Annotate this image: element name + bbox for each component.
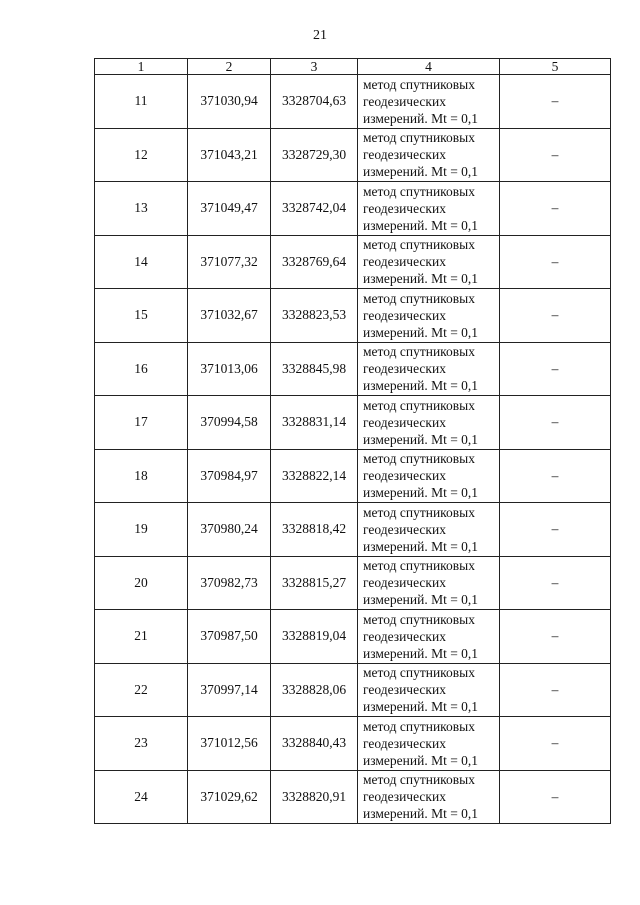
x-coordinate-cell: 371013,06: [188, 342, 271, 396]
method-line: геодезических: [363, 468, 446, 484]
y-coordinate-cell: 3328729,30: [271, 128, 358, 182]
method-line: измерений. Mt = 0,1: [363, 324, 479, 340]
method-line: геодезических: [363, 307, 446, 323]
table-row: [95, 449, 611, 503]
page-number: 21: [313, 28, 327, 43]
method-cell: [358, 396, 500, 450]
table-row: [95, 663, 611, 717]
y-coordinate-cell: 3328820,91: [271, 770, 358, 824]
x-coordinate-cell: 371029,62: [188, 770, 271, 824]
method-line: метод спутниковых: [363, 451, 475, 467]
method-line: метод спутниковых: [363, 76, 475, 92]
table-row: [95, 75, 611, 129]
point-number-cell: 18: [95, 449, 188, 503]
x-coordinate-cell: 371077,32: [188, 235, 271, 289]
x-coordinate-cell: 371012,56: [188, 717, 271, 771]
x-coordinate-cell: 370997,14: [188, 663, 271, 717]
header-cell-4: 4: [358, 59, 500, 75]
x-coordinate-cell: 370984,97: [188, 449, 271, 503]
point-number-cell: 22: [95, 663, 188, 717]
method-line: измерений. Mt = 0,1: [363, 806, 479, 822]
point-number-cell: 17: [95, 396, 188, 450]
note-cell: –: [500, 128, 611, 182]
method-line: измерений. Mt = 0,1: [363, 485, 479, 501]
method-line: геодезических: [363, 628, 446, 644]
header-cell-3: 3: [271, 59, 358, 75]
note-cell: –: [500, 449, 611, 503]
table-row: [95, 770, 611, 824]
note-cell: –: [500, 770, 611, 824]
x-coordinate-cell: 370980,24: [188, 503, 271, 557]
note-cell: –: [500, 235, 611, 289]
table-row: [95, 128, 611, 182]
method-line: метод спутниковых: [363, 558, 475, 574]
note-cell: –: [500, 503, 611, 557]
method-line: геодезических: [363, 93, 446, 109]
method-line: измерений. Mt = 0,1: [363, 110, 479, 126]
table-row: [95, 556, 611, 610]
note-cell: –: [500, 396, 611, 450]
method-line: метод спутниковых: [363, 718, 475, 734]
method-line: метод спутниковых: [363, 611, 475, 627]
method-line: геодезических: [363, 575, 446, 591]
x-coordinate-cell: 371049,47: [188, 182, 271, 236]
x-coordinate-cell: 371032,67: [188, 289, 271, 343]
y-coordinate-cell: 3328828,06: [271, 663, 358, 717]
method-line: измерений. Mt = 0,1: [363, 431, 479, 447]
method-line: геодезических: [363, 521, 446, 537]
method-line: геодезических: [363, 200, 446, 216]
table-row: [95, 503, 611, 557]
method-line: метод спутниковых: [363, 237, 475, 253]
point-number-cell: 14: [95, 235, 188, 289]
note-cell: –: [500, 182, 611, 236]
note-cell: –: [500, 663, 611, 717]
header-cell-5: 5: [500, 59, 611, 75]
table-header: [95, 59, 611, 75]
method-line: метод спутниковых: [363, 772, 475, 788]
method-cell: [358, 610, 500, 664]
method-line: измерений. Mt = 0,1: [363, 645, 479, 661]
y-coordinate-cell: 3328840,43: [271, 717, 358, 771]
point-number-cell: 12: [95, 128, 188, 182]
x-coordinate-cell: 370994,58: [188, 396, 271, 450]
point-number-cell: 19: [95, 503, 188, 557]
note-cell: –: [500, 610, 611, 664]
point-number-cell: 23: [95, 717, 188, 771]
x-coordinate-cell: 370982,73: [188, 556, 271, 610]
note-cell: –: [500, 342, 611, 396]
method-line: метод спутниковых: [363, 665, 475, 681]
method-line: измерений. Mt = 0,1: [363, 271, 479, 287]
point-number-cell: 15: [95, 289, 188, 343]
method-line: геодезических: [363, 735, 446, 751]
header-cell-1: 1: [95, 59, 188, 75]
table-row: [95, 182, 611, 236]
method-line: метод спутниковых: [363, 290, 475, 306]
method-line: геодезических: [363, 682, 446, 698]
note-cell: –: [500, 556, 611, 610]
method-line: метод спутниковых: [363, 504, 475, 520]
method-cell: [358, 289, 500, 343]
method-line: геодезических: [363, 254, 446, 270]
method-cell: [358, 770, 500, 824]
method-line: геодезических: [363, 147, 446, 163]
method-line: метод спутниковых: [363, 397, 475, 413]
method-cell: [358, 449, 500, 503]
method-cell: [358, 503, 500, 557]
method-line: измерений. Mt = 0,1: [363, 217, 479, 233]
header-cell-2: 2: [188, 59, 271, 75]
method-line: измерений. Mt = 0,1: [363, 752, 479, 768]
table-row: [95, 717, 611, 771]
point-number-cell: 13: [95, 182, 188, 236]
method-cell: [358, 717, 500, 771]
y-coordinate-cell: 3328831,14: [271, 396, 358, 450]
method-line: измерений. Mt = 0,1: [363, 164, 479, 180]
y-coordinate-cell: 3328742,04: [271, 182, 358, 236]
note-cell: –: [500, 717, 611, 771]
method-line: измерений. Mt = 0,1: [363, 699, 479, 715]
y-coordinate-cell: 3328818,42: [271, 503, 358, 557]
table-row: [95, 342, 611, 396]
method-line: измерений. Mt = 0,1: [363, 538, 479, 554]
method-cell: [358, 128, 500, 182]
method-line: геодезических: [363, 789, 446, 805]
table-row: [95, 235, 611, 289]
x-coordinate-cell: 370987,50: [188, 610, 271, 664]
header-row: [95, 59, 611, 75]
method-cell: [358, 556, 500, 610]
method-line: геодезических: [363, 414, 446, 430]
method-cell: [358, 342, 500, 396]
method-line: геодезических: [363, 361, 446, 377]
note-cell: –: [500, 75, 611, 129]
point-number-cell: 16: [95, 342, 188, 396]
table-row: [95, 289, 611, 343]
point-number-cell: 20: [95, 556, 188, 610]
method-line: метод спутниковых: [363, 183, 475, 199]
table-row: [95, 396, 611, 450]
method-line: метод спутниковых: [363, 344, 475, 360]
point-number-cell: 11: [95, 75, 188, 129]
table-row: [95, 610, 611, 664]
method-line: метод спутниковых: [363, 130, 475, 146]
table-body: [95, 75, 611, 824]
method-cell: [358, 182, 500, 236]
y-coordinate-cell: 3328823,53: [271, 289, 358, 343]
x-coordinate-cell: 371043,21: [188, 128, 271, 182]
method-line: измерений. Mt = 0,1: [363, 592, 479, 608]
point-number-cell: 24: [95, 770, 188, 824]
y-coordinate-cell: 3328845,98: [271, 342, 358, 396]
x-coordinate-cell: 371030,94: [188, 75, 271, 129]
y-coordinate-cell: 3328822,14: [271, 449, 358, 503]
method-cell: [358, 663, 500, 717]
point-number-cell: 21: [95, 610, 188, 664]
coordinates-table: [94, 58, 611, 824]
method-cell: [358, 75, 500, 129]
y-coordinate-cell: 3328769,64: [271, 235, 358, 289]
method-cell: [358, 235, 500, 289]
y-coordinate-cell: 3328819,04: [271, 610, 358, 664]
note-cell: –: [500, 289, 611, 343]
method-line: измерений. Mt = 0,1: [363, 378, 479, 394]
y-coordinate-cell: 3328815,27: [271, 556, 358, 610]
y-coordinate-cell: 3328704,63: [271, 75, 358, 129]
